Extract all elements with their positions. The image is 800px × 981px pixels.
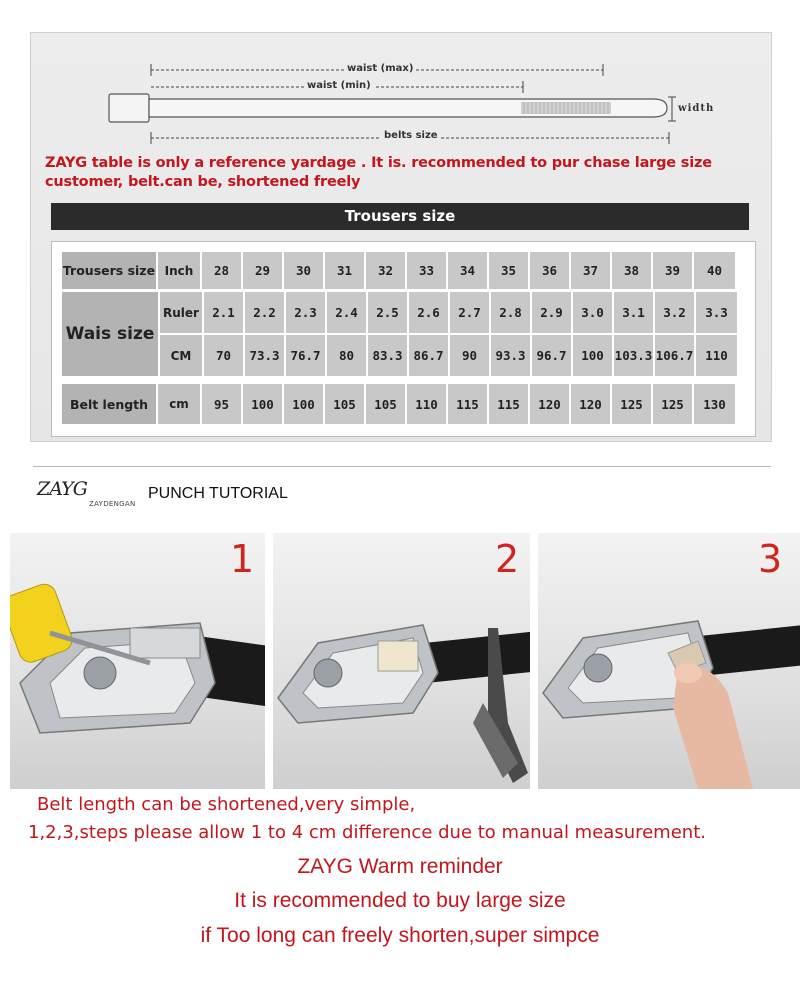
width-label: width xyxy=(678,103,715,114)
waist-size-header: Wais size xyxy=(62,292,158,376)
belt-value: 125 xyxy=(653,384,694,424)
cm-value: 70 xyxy=(204,335,245,376)
size-table xyxy=(51,241,756,437)
trousers-value: 29 xyxy=(243,252,284,289)
trousers-value: 39 xyxy=(653,252,694,289)
trousers-size-header: Trousers size xyxy=(62,252,158,289)
cm-value: 103.3 xyxy=(614,335,655,376)
cm-value: 80 xyxy=(327,335,368,376)
belt-value: 100 xyxy=(243,384,284,424)
belt-value: 110 xyxy=(407,384,448,424)
cm-value: 83.3 xyxy=(368,335,409,376)
reminder-line-2: if Too long can freely shorten,super simpce xyxy=(200,924,600,947)
cm-value: 90 xyxy=(450,335,491,376)
step-number-2: 2 xyxy=(495,537,520,581)
cm-value: 106.7 xyxy=(655,335,696,376)
logo-subtitle: ZAYDENGAN xyxy=(89,500,136,508)
waist-max-label: waist (max) xyxy=(344,63,416,74)
step-photo-1 xyxy=(10,533,265,789)
belt-cutting-illustration xyxy=(273,533,530,789)
warm-reminder-heading: ZAYG Warm reminder xyxy=(297,855,503,878)
belt-value: 125 xyxy=(612,384,653,424)
trousers-value: 30 xyxy=(284,252,325,289)
table-row-trousers xyxy=(62,252,735,289)
cm-value: 93.3 xyxy=(491,335,532,376)
belt-length-header: Belt length xyxy=(62,384,158,424)
cm-value: 73.3 xyxy=(245,335,286,376)
ruler-value: 2.9 xyxy=(532,292,573,333)
cm-value: 76.7 xyxy=(286,335,327,376)
instruction-line-1: Belt length can be shortened,very simple, xyxy=(37,794,416,815)
trousers-value: 32 xyxy=(366,252,407,289)
ruler-value: 2.5 xyxy=(368,292,409,333)
ruler-unit: Ruler xyxy=(160,292,204,333)
table-row-belt-length xyxy=(62,384,735,424)
belt-diagram xyxy=(31,33,773,153)
belt-value: 105 xyxy=(366,384,407,424)
trousers-value: 31 xyxy=(325,252,366,289)
ruler-value: 3.2 xyxy=(655,292,696,333)
trousers-value: 40 xyxy=(694,252,735,289)
belt-value: 120 xyxy=(530,384,571,424)
ruler-value: 2.1 xyxy=(204,292,245,333)
step-photo-2 xyxy=(273,533,530,789)
belt-value: 105 xyxy=(325,384,366,424)
trousers-value: 37 xyxy=(571,252,612,289)
ruler-value: 2.6 xyxy=(409,292,450,333)
cm-value: 96.7 xyxy=(532,335,573,376)
ruler-value: 2.8 xyxy=(491,292,532,333)
cm-unit: CM xyxy=(160,335,204,376)
cm-value: 110 xyxy=(696,335,737,376)
table-title: Trousers size xyxy=(51,203,749,230)
ruler-value: 2.3 xyxy=(286,292,327,333)
section-divider xyxy=(33,466,771,467)
ruler-value: 2.4 xyxy=(327,292,368,333)
step-photo-3 xyxy=(538,533,800,789)
inch-unit: Inch xyxy=(158,252,202,289)
ruler-value: 3.0 xyxy=(573,292,614,333)
waist-min-label: waist (min) xyxy=(304,80,374,91)
reference-notice: ZAYG table is only a reference yardage . It is. recommended to pur chase large size customer, belt.can be, shortened freely xyxy=(45,155,712,190)
belt-value: 95 xyxy=(202,384,243,424)
buckle-screwdriver-illustration xyxy=(10,533,265,789)
trousers-value: 28 xyxy=(202,252,243,289)
trousers-value: 36 xyxy=(530,252,571,289)
logo-script-text: ZAYG xyxy=(37,478,87,500)
ruler-value: 2.7 xyxy=(450,292,491,333)
brand-logo xyxy=(35,478,147,512)
belt-value: 120 xyxy=(571,384,612,424)
belt-value: 100 xyxy=(284,384,325,424)
trousers-value: 35 xyxy=(489,252,530,289)
step-number-3: 3 xyxy=(758,537,783,581)
belt-value: 115 xyxy=(489,384,530,424)
belts-size-label: belts size xyxy=(381,130,441,141)
size-chart-panel xyxy=(30,32,772,442)
instruction-line-2: 1,2,3,steps please allow 1 to 4 cm difference due to manual measurement. xyxy=(28,822,706,843)
cm-value: 100 xyxy=(573,335,614,376)
ruler-value: 3.1 xyxy=(614,292,655,333)
belt-value: 130 xyxy=(694,384,735,424)
belt-value: 115 xyxy=(448,384,489,424)
trousers-value: 33 xyxy=(407,252,448,289)
belt-cm-unit: cm xyxy=(158,384,202,424)
trousers-value: 38 xyxy=(612,252,653,289)
tutorial-title: PUNCH TUTORIAL xyxy=(148,485,288,502)
ruler-value: 3.3 xyxy=(696,292,737,333)
ruler-value: 2.2 xyxy=(245,292,286,333)
trousers-value: 34 xyxy=(448,252,489,289)
table-row-ruler xyxy=(160,292,737,333)
cm-value: 86.7 xyxy=(409,335,450,376)
table-row-cm xyxy=(160,335,737,376)
step-number-1: 1 xyxy=(230,537,255,581)
reminder-line-1: It is recommended to buy large size xyxy=(234,889,566,912)
